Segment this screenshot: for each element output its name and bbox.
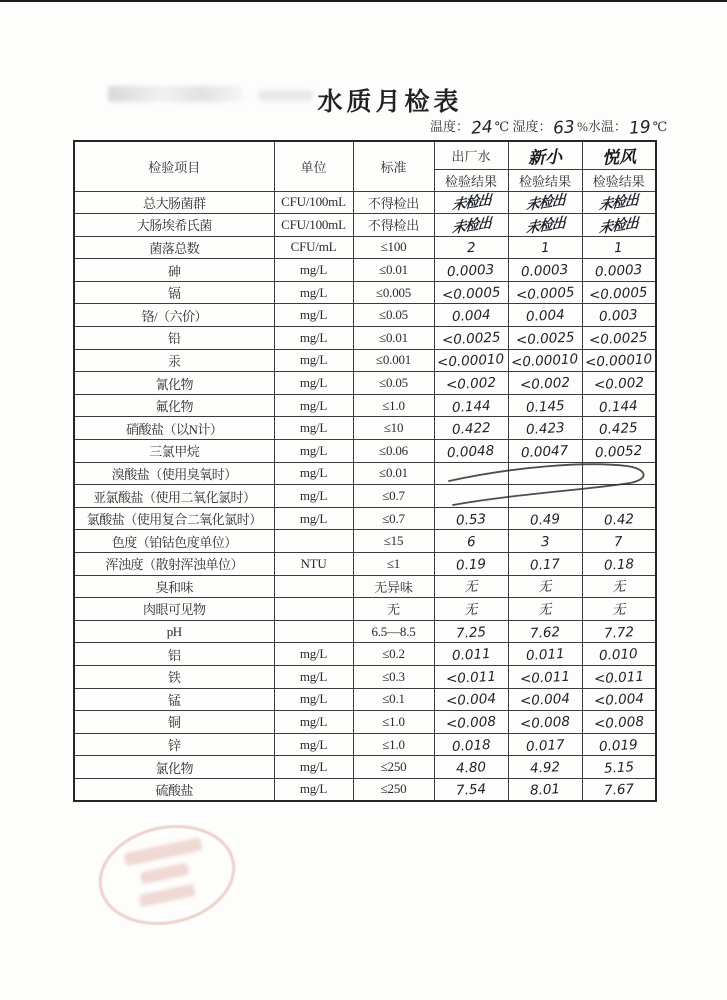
standard-cell: ≤0.7: [353, 507, 434, 530]
result-cell: [582, 756, 656, 779]
table-row: [74, 394, 656, 417]
result-cell: [434, 372, 508, 395]
table-row: [74, 417, 656, 440]
standard-cell: ≤15: [353, 530, 434, 553]
result-cell: [508, 327, 582, 350]
handwritten-result: 6: [466, 533, 476, 551]
result-cell: [582, 281, 656, 304]
header-source-xinxiao: [508, 141, 582, 169]
item-cell: 铬/（六价）: [74, 304, 274, 327]
standard-cell: ≤1.0: [353, 733, 434, 756]
result-cell: [582, 236, 656, 259]
handwritten-result: <0.011: [445, 668, 497, 688]
standard-cell: ≤250: [353, 756, 434, 779]
table-row: [74, 575, 656, 598]
standard-cell: 不得检出: [353, 191, 434, 214]
handwritten-result: <0.002: [445, 374, 497, 394]
result-cell: [582, 733, 656, 756]
result-cell: [582, 575, 656, 598]
item-cell: 镉: [74, 281, 274, 304]
handwritten-result: 无: [463, 601, 479, 619]
result-cell: [508, 485, 582, 508]
handwritten-result: 0.018: [451, 736, 491, 755]
standard-cell: ≤0.06: [353, 440, 434, 463]
unit-cell: mg/L: [274, 440, 353, 463]
unit-cell: NTU: [274, 553, 353, 576]
result-cell: [434, 394, 508, 417]
result-cell: [434, 530, 508, 553]
handwritten-result: 0.53: [455, 510, 487, 529]
result-cell: [434, 665, 508, 688]
header-result-label: 检验结果: [508, 169, 582, 191]
result-cell: [508, 575, 582, 598]
table-row: [74, 620, 656, 643]
result-cell: [434, 778, 508, 801]
standard-cell: ≤0.01: [353, 259, 434, 282]
handwritten-result: <0.004: [519, 691, 571, 710]
item-cell: 氟化物: [74, 394, 274, 417]
table-row: [74, 711, 656, 734]
handwritten-result: 0.010: [599, 646, 639, 665]
unit-cell: CFU/100mL: [274, 214, 353, 237]
handwritten-result: 未检出: [598, 215, 639, 237]
source-name: 出厂水: [451, 148, 491, 164]
table-row: [74, 372, 656, 395]
handwritten-result: <0.00010: [584, 351, 653, 372]
standard-cell: ≤0.01: [353, 462, 434, 485]
result-cell: [434, 507, 508, 530]
inspection-table: [73, 140, 657, 802]
table-row: [74, 553, 656, 576]
humidity-label: ℃ 湿度：: [494, 119, 552, 134]
handwritten-result: <0.011: [593, 668, 645, 688]
standard-cell: ≤1.0: [353, 394, 434, 417]
standard-cell: ≤1: [353, 553, 434, 576]
unit-cell: [274, 575, 353, 598]
handwritten-result: <0.0025: [441, 329, 501, 349]
header-source-yuefeng: [582, 141, 656, 169]
result-cell: [508, 643, 582, 666]
result-cell: [582, 665, 656, 688]
unit-cell: [274, 530, 353, 553]
result-cell: [508, 191, 582, 214]
handwritten-result: 0.0048: [447, 442, 496, 462]
result-cell: [434, 417, 508, 440]
item-cell: 铁: [74, 665, 274, 688]
result-cell: [582, 530, 656, 553]
item-cell: 砷: [74, 259, 274, 282]
item-cell: 大肠埃希氏菌: [74, 214, 274, 237]
result-cell: [582, 259, 656, 282]
result-cell: [508, 214, 582, 237]
item-cell: 铝: [74, 643, 274, 666]
result-cell: [508, 417, 582, 440]
handwritten-result: <0.00010: [437, 351, 505, 372]
result-cell: [508, 665, 582, 688]
unit-cell: mg/L: [274, 665, 353, 688]
result-cell: [434, 756, 508, 779]
table-row: [74, 191, 656, 214]
handwritten-result: <0.00010: [511, 351, 579, 372]
handwritten-result: 未检出: [451, 192, 491, 215]
unit-cell: mg/L: [274, 733, 353, 756]
item-cell: 亚氯酸盐（使用二氧化氯时）: [74, 485, 274, 508]
handwritten-result: 0.423: [525, 420, 565, 439]
standard-cell: ≤0.2: [353, 643, 434, 666]
standard-cell: ≤0.005: [353, 281, 434, 304]
table-row: [74, 236, 656, 259]
item-cell: pH: [74, 620, 274, 643]
result-cell: [582, 485, 656, 508]
item-cell: 菌落总数: [74, 236, 274, 259]
temperature-value: 24: [470, 117, 494, 139]
result-cell: [434, 553, 508, 576]
header-result-label: 检验结果: [434, 169, 508, 191]
result-cell: [434, 711, 508, 734]
item-cell: 铅: [74, 327, 274, 350]
item-cell: 硫酸盐: [74, 778, 274, 801]
handwritten-result: 7.62: [529, 623, 561, 642]
table-row: [74, 281, 656, 304]
handwritten-result: <0.008: [519, 713, 571, 733]
result-cell: [508, 440, 582, 463]
handwritten-result: <0.002: [593, 374, 645, 394]
unit-cell: mg/L: [274, 688, 353, 711]
result-cell: [508, 349, 582, 372]
unit-cell: mg/L: [274, 394, 353, 417]
handwritten-result: 3: [540, 533, 550, 551]
result-cell: [508, 711, 582, 734]
header-standard: 标准: [353, 141, 434, 191]
table-row: [74, 756, 656, 779]
unit-cell: mg/L: [274, 259, 353, 282]
item-cell: 氯化物: [74, 756, 274, 779]
handwritten-result: 0.017: [525, 736, 565, 755]
stamp-text-mark: [139, 884, 196, 907]
result-cell: [508, 733, 582, 756]
result-cell: [434, 214, 508, 237]
standard-cell: ≤250: [353, 778, 434, 801]
handwritten-result: 无: [611, 579, 626, 596]
table-row: [74, 440, 656, 463]
result-cell: [434, 191, 508, 214]
unit-cell: mg/L: [274, 349, 353, 372]
unit-cell: CFU/mL: [274, 236, 353, 259]
handwritten-result: 未检出: [525, 192, 565, 215]
source-name-handwritten: 悦风: [601, 147, 637, 169]
result-cell: [582, 598, 656, 621]
handwritten-result: <0.0025: [515, 329, 575, 349]
handwritten-result: 未检出: [451, 215, 491, 237]
result-cell: [434, 598, 508, 621]
table-row: [74, 507, 656, 530]
handwritten-result: 0.0003: [521, 261, 570, 281]
handwritten-result: 0.145: [525, 397, 565, 416]
unit-cell: mg/L: [274, 711, 353, 734]
unit-cell: mg/L: [274, 462, 353, 485]
handwritten-result: 无: [611, 601, 626, 619]
unit-cell: mg/L: [274, 643, 353, 666]
handwritten-result: 无: [537, 579, 553, 596]
unit-cell: [274, 598, 353, 621]
celsius-label: ℃: [652, 119, 668, 134]
result-cell: [582, 327, 656, 350]
result-cell: [582, 620, 656, 643]
handwritten-result: 4.80: [455, 759, 487, 777]
handwritten-result: 4.92: [529, 759, 561, 777]
item-cell: 溴酸盐（使用臭氧时）: [74, 462, 274, 485]
unit-cell: mg/L: [274, 778, 353, 801]
handwritten-result: <0.004: [445, 691, 497, 710]
handwritten-result: 0.19: [455, 556, 487, 574]
result-cell: [508, 304, 582, 327]
item-cell: 浑浊度（散射浑浊单位）: [74, 553, 274, 576]
handwritten-result: <0.0005: [441, 284, 501, 304]
table-row: [74, 665, 656, 688]
table-row: [74, 349, 656, 372]
unit-cell: mg/L: [274, 756, 353, 779]
water-temp-value: 19: [628, 117, 652, 139]
handwritten-result: 7: [614, 533, 624, 551]
handwritten-result: 0.003: [599, 307, 639, 326]
unit-cell: mg/L: [274, 327, 353, 350]
handwritten-result: 0.425: [599, 420, 639, 439]
unit-cell: mg/L: [274, 417, 353, 440]
handwritten-result: 2: [466, 240, 476, 257]
handwritten-result: 7.54: [455, 781, 487, 800]
result-cell: [582, 643, 656, 666]
humidity-value: 63: [552, 117, 576, 139]
result-cell: [582, 349, 656, 372]
item-cell: 氯酸盐（使用复合二氧化氯时）: [74, 507, 274, 530]
standard-cell: ≤0.7: [353, 485, 434, 508]
item-cell: 汞: [74, 349, 274, 372]
table-row: [74, 462, 656, 485]
result-cell: [508, 372, 582, 395]
unit-cell: mg/L: [274, 485, 353, 508]
standard-cell: ≤0.001: [353, 349, 434, 372]
handwritten-result: <0.008: [593, 713, 645, 733]
item-cell: 三氯甲烷: [74, 440, 274, 463]
handwritten-result: 7.67: [603, 781, 635, 800]
table-row: [74, 530, 656, 553]
unit-cell: mg/L: [274, 507, 353, 530]
standard-cell: ≤0.1: [353, 688, 434, 711]
table-body: [74, 191, 656, 801]
result-cell: [434, 575, 508, 598]
handwritten-result: 0.0003: [594, 261, 643, 281]
handwritten-result: <0.002: [519, 374, 571, 394]
result-cell: [508, 756, 582, 779]
result-cell: [508, 259, 582, 282]
standard-cell: 6.5—8.5: [353, 620, 434, 643]
result-cell: [582, 711, 656, 734]
table-row: [74, 733, 656, 756]
handwritten-result: 0.0047: [521, 442, 570, 462]
header-result-label: 检验结果: [582, 169, 656, 191]
handwritten-result: <0.0025: [589, 329, 649, 349]
result-cell: [434, 236, 508, 259]
result-cell: [508, 281, 582, 304]
red-stamp: [89, 813, 244, 938]
result-cell: [434, 688, 508, 711]
handwritten-result: 5.15: [603, 759, 635, 777]
result-cell: [582, 417, 656, 440]
item-cell: 肉眼可见物: [74, 598, 274, 621]
handwritten-result: 0.004: [451, 307, 491, 326]
standard-cell: ≤10: [353, 417, 434, 440]
result-cell: [508, 530, 582, 553]
handwritten-result: 1: [540, 240, 550, 257]
environment-readings-line: [430, 116, 668, 139]
unit-cell: CFU/100mL: [274, 191, 353, 214]
result-cell: [434, 643, 508, 666]
temperature-label: 温度：: [430, 119, 470, 134]
handwritten-result: 0.011: [525, 646, 565, 665]
result-cell: [582, 462, 656, 485]
item-cell: 臭和味: [74, 575, 274, 598]
table-row: [74, 688, 656, 711]
handwritten-result: <0.0005: [589, 284, 649, 304]
result-cell: [434, 485, 508, 508]
table-row: [74, 304, 656, 327]
result-cell: [582, 778, 656, 801]
item-cell: 硝酸盐（以N计）: [74, 417, 274, 440]
handwritten-result: 0.0052: [594, 442, 643, 462]
handwritten-result: 0.011: [451, 646, 491, 665]
table-row: [74, 598, 656, 621]
item-cell: 总大肠菌群: [74, 191, 274, 214]
unit-cell: [274, 620, 353, 643]
result-cell: [582, 372, 656, 395]
standard-cell: ≤100: [353, 236, 434, 259]
unit-cell: mg/L: [274, 304, 353, 327]
item-cell: 锌: [74, 733, 274, 756]
handwritten-result: 0.17: [529, 556, 561, 574]
item-cell: 色度（铂钴色度单位）: [74, 530, 274, 553]
result-cell: [508, 620, 582, 643]
result-cell: [434, 733, 508, 756]
table-row: [74, 214, 656, 237]
handwritten-result: 0.422: [451, 420, 491, 439]
handwritten-result: 0.0003: [447, 261, 496, 281]
result-cell: [582, 688, 656, 711]
result-cell: [582, 304, 656, 327]
result-cell: [434, 259, 508, 282]
result-cell: [582, 440, 656, 463]
handwritten-result: 未检出: [525, 215, 565, 237]
result-cell: [434, 349, 508, 372]
handwritten-result: 0.144: [599, 397, 639, 416]
result-cell: [508, 507, 582, 530]
handwritten-result: 未检出: [598, 192, 639, 215]
stamp-text-mark: [124, 837, 203, 866]
handwritten-result: <0.008: [445, 713, 497, 733]
standard-cell: ≤0.01: [353, 327, 434, 350]
result-cell: [434, 304, 508, 327]
handwritten-result: 0.49: [529, 510, 561, 529]
result-cell: [508, 598, 582, 621]
handwritten-result: 0.18: [603, 556, 635, 574]
handwritten-result: 无: [537, 601, 553, 619]
handwritten-result: 7.25: [455, 623, 487, 642]
item-cell: 铜: [74, 711, 274, 734]
result-cell: [434, 327, 508, 350]
table-row: [74, 327, 656, 350]
header-item: 检验项目: [74, 141, 274, 191]
result-cell: [434, 440, 508, 463]
standard-cell: ≤0.3: [353, 665, 434, 688]
result-cell: [434, 620, 508, 643]
result-cell: [434, 281, 508, 304]
result-cell: [508, 688, 582, 711]
result-cell: [582, 214, 656, 237]
result-cell: [582, 553, 656, 576]
water-temp-label: %水温：: [577, 119, 627, 134]
handwritten-result: 0.004: [525, 307, 565, 326]
handwritten-result: 0.144: [451, 397, 491, 416]
handwritten-result: <0.0005: [515, 284, 575, 304]
table-row: [74, 259, 656, 282]
table-row: [74, 485, 656, 508]
standard-cell: ≤1.0: [353, 711, 434, 734]
handwritten-result: <0.004: [593, 691, 645, 710]
handwritten-result: 1: [614, 240, 624, 257]
result-cell: [508, 462, 582, 485]
unit-cell: mg/L: [274, 281, 353, 304]
handwritten-result: 无: [463, 579, 479, 596]
result-cell: [582, 191, 656, 214]
result-cell: [508, 778, 582, 801]
table-row: [74, 643, 656, 666]
page-title: 水质月检表: [317, 89, 463, 116]
handwritten-result: 7.72: [603, 623, 635, 642]
standard-cell: 无异味: [353, 575, 434, 598]
result-cell: [508, 236, 582, 259]
standard-cell: 无: [353, 598, 434, 621]
standard-cell: ≤0.05: [353, 372, 434, 395]
result-cell: [582, 394, 656, 417]
header-source-factory-water: [434, 141, 508, 169]
stamp-text-mark: [140, 863, 189, 885]
scan-edge-artifact: [0, 0, 727, 2]
standard-cell: ≤0.05: [353, 304, 434, 327]
handwritten-result: <0.011: [519, 668, 571, 688]
standard-cell: 不得检出: [353, 214, 434, 237]
handwritten-result: 0.42: [603, 510, 635, 529]
header-unit: 单位: [274, 141, 353, 191]
handwritten-result: 0.019: [599, 736, 639, 755]
result-cell: [508, 394, 582, 417]
result-cell: [582, 507, 656, 530]
item-cell: 氰化物: [74, 372, 274, 395]
table-row: [74, 778, 656, 801]
source-name-handwritten: 新小: [527, 147, 563, 169]
result-cell: [434, 462, 508, 485]
result-cell: [508, 553, 582, 576]
unit-cell: mg/L: [274, 372, 353, 395]
item-cell: 锰: [74, 688, 274, 711]
handwritten-result: 8.01: [529, 781, 561, 800]
